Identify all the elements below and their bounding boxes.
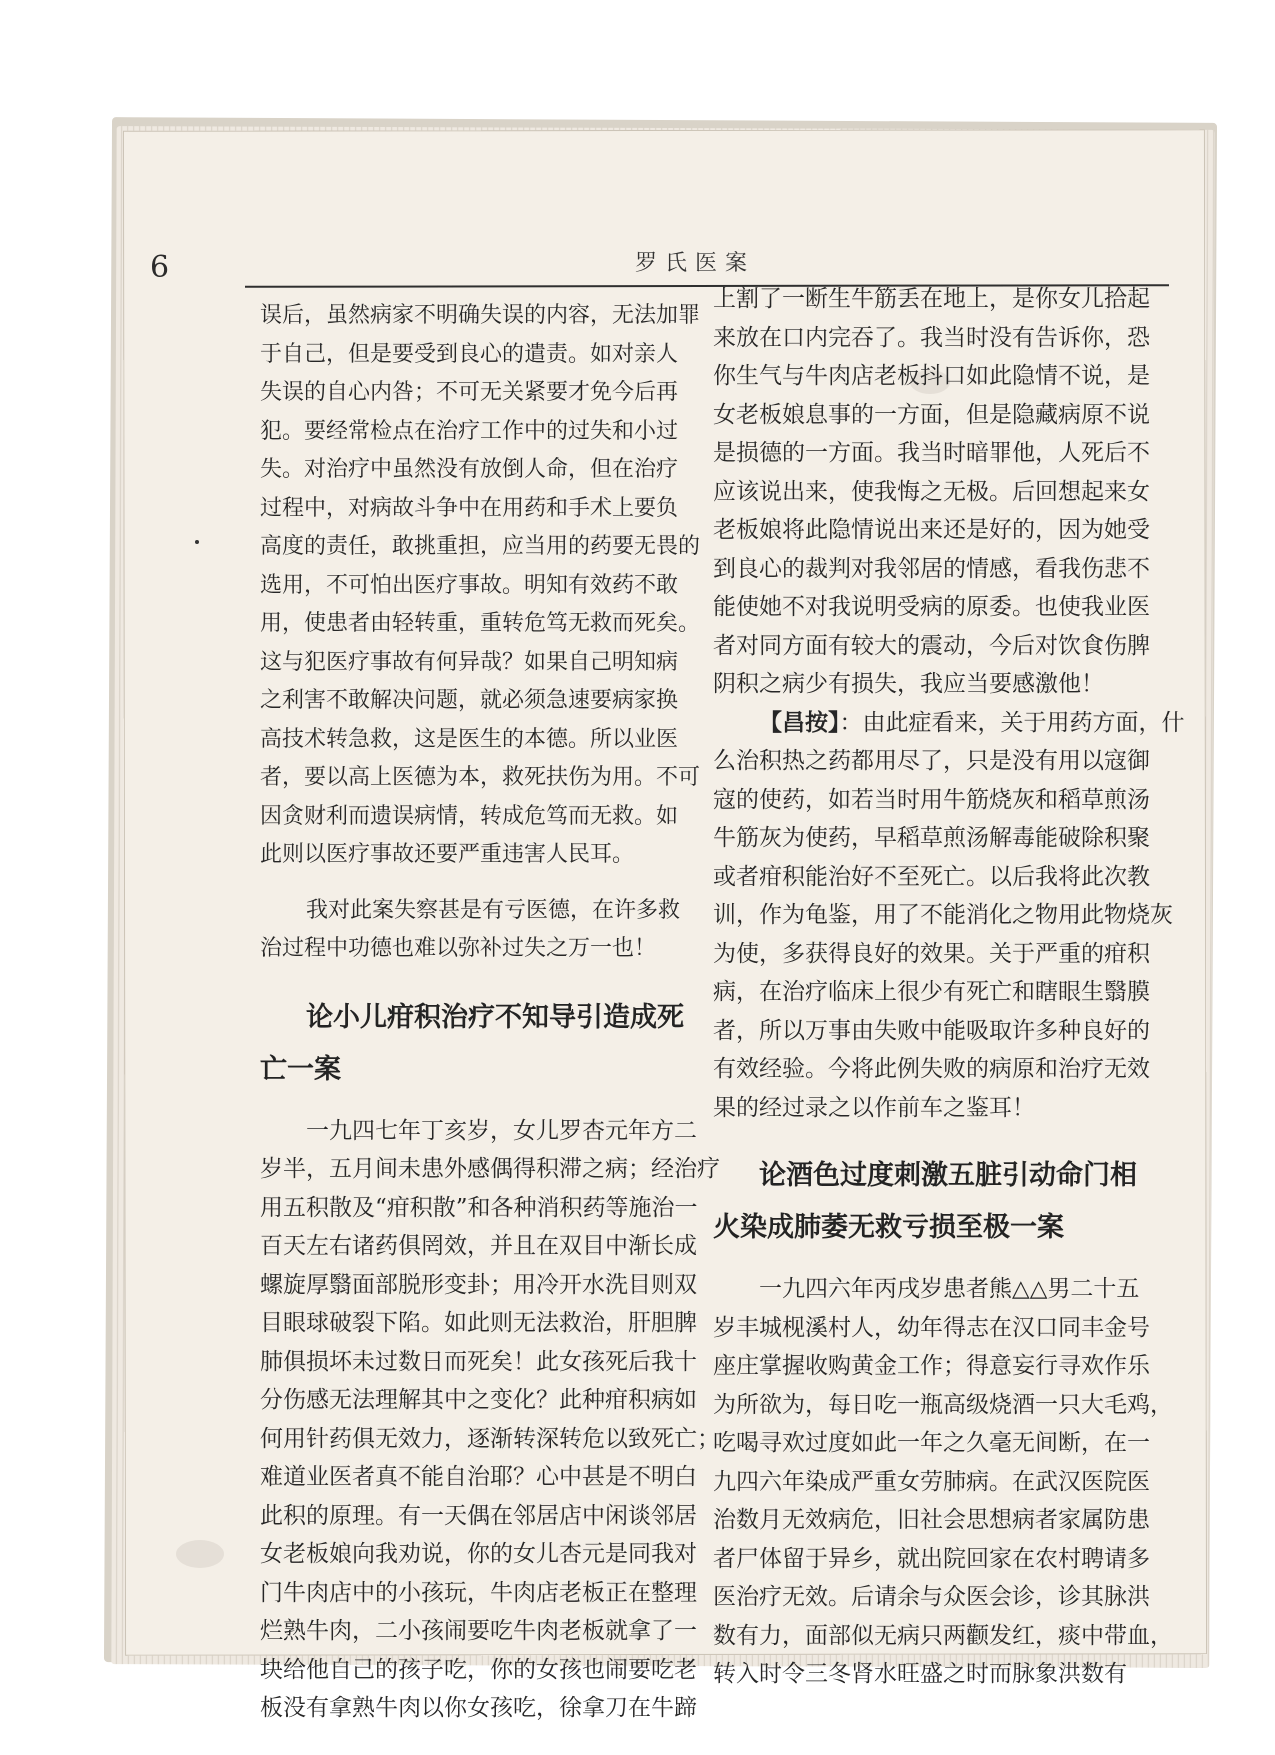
right-paragraph-2-line: 治数月无效病危，旧社会思想病者家属防患 [713, 1507, 1150, 1533]
margin-mark [195, 540, 199, 544]
page-number: 6 [150, 250, 170, 285]
left-paragraph-3-line: 用五积散及“疳积散”和各种消积药等施治一 [260, 1194, 698, 1221]
right-paragraph-1-line: 是损德的一方面。我当时暗罪他，人死后不 [713, 440, 1150, 466]
right-paragraph-2-line: 转入时令三冬肾水旺盛之时而脉象洪数有 [713, 1661, 1127, 1687]
left-paragraph-3-line: 肺俱损坏未过数日而死矣！此女孩死后我十 [260, 1348, 697, 1375]
right-paragraph-1-line: 到良心的裁判对我邻居的情感，看我伤悲不 [713, 555, 1150, 582]
left-paragraph-3-line: 岁半，五月间未患外感偶得积滞之病；经治疗 [260, 1156, 720, 1182]
left-paragraph-1-line: 选用，不可怕出医疗事故。明知有效药不敢 [260, 572, 679, 598]
note-line: 么治积热之药都用尽了，只是没有用以寇御 [713, 748, 1150, 774]
right-paragraph-2-line: 者尸体留于异乡，就出院回家在农村聘请多 [713, 1545, 1150, 1572]
left-paragraph-1-line: 失误的自心内咎；不可无关紧要才免今后再 [260, 380, 679, 405]
left-paragraph-3-line: 烂熟牛肉，二小孩闹要吃牛肉老板就拿了一 [260, 1618, 697, 1644]
left-paragraph-1-line: 高度的责任，敢挑重担，应当用的药要无畏的 [260, 534, 701, 559]
left-paragraph-2-line: 我对此案失察甚是有亏医德，在许多救 [306, 897, 681, 923]
note-line: 有效经验。今将此例失败的病原和治疗无效 [713, 1056, 1150, 1082]
left-paragraph-1-line: 犯。要经常检点在治疗工作中的过失和小过 [260, 418, 679, 444]
running-head: 罗氏医案 [634, 251, 755, 276]
section-heading: 论酒色过度刺激五脏引动命门相 [759, 1160, 1137, 1190]
section-heading: 亡一案 [260, 1053, 341, 1084]
left-paragraph-1-line: 此则以医疗事故还要严重违害人民耳。 [260, 842, 635, 867]
left-paragraph-3-line: 螺旋厚翳面部脱形变卦；用冷开水洗目则双 [260, 1271, 697, 1298]
note-label: 【昌按】 [759, 708, 840, 736]
left-paragraph-3-line: 何用针药俱无效力，逐渐转深转危以致死亡； [260, 1425, 720, 1452]
right-paragraph-1-line: 女老板娘息事的一方面，但是隐藏病原不说 [713, 401, 1150, 428]
right-paragraph-1-line: 者对同方面有较大的震动，今后对饮食伤脾 [713, 632, 1150, 659]
paragraph-spacer [260, 1095, 715, 1112]
right-paragraph-1-line: 来放在口内完吞了。我当时没有告诉你，恐 [713, 324, 1150, 351]
right-paragraph-2-line: 吃喝寻欢过度如此一年之久毫无间断，在一 [713, 1430, 1150, 1456]
left-paragraph-1-line: 因贪财利而遗误病情，转成危笃而无救。如 [260, 803, 679, 829]
left-paragraph-3-line: 百天左右诸药俱罔效，并且在双目中渐长成 [260, 1233, 697, 1259]
left-paragraph-3-line: 难道业医者真不能自治耶？心中甚是不明白 [260, 1464, 697, 1490]
left-paragraph-1-line: 过程中，对病故斗争中在用药和手术上要负 [260, 495, 679, 521]
heading-spacer [260, 969, 715, 991]
right-paragraph-1-line: 上割了一断生牛筋丢在地上，是你女儿拾起 [713, 286, 1150, 312]
left-paragraph-3-line: 门牛肉店中的小孩玩，牛肉店老板正在整理 [260, 1579, 697, 1606]
right-paragraph-2-line: 为所欲为，每日吃一瓶高级烧酒一只大毛鸡， [713, 1391, 1173, 1418]
right-paragraph-1-line: 你生气与牛肉店老板抖口如此隐情不说，是 [713, 363, 1150, 389]
note-line: 寇的使药，如若当时用牛筋烧灰和稻草煎汤 [713, 786, 1150, 813]
left-paragraph-1-line: 于自己，但是要受到良心的遣责。如对亲人 [260, 341, 679, 367]
paragraph-spacer [260, 875, 715, 892]
left-paragraph-3-line: 板没有拿熟牛肉以你女孩吃，徐拿刀在牛蹄 [260, 1695, 697, 1721]
note-text: ：由此症看来，关于用药方面，什 [839, 709, 1185, 736]
right-paragraph-1-line: 能使她不对我说明受病的原委。也使我业医 [713, 594, 1150, 620]
left-paragraph-3-line: 块给他自己的孩子吃，你的女孩也闹要吃老 [260, 1656, 697, 1683]
right-paragraph-2-line: 一九四六年丙戌岁患者熊△△男二十五 [759, 1276, 1140, 1302]
note-line: 训，作为龟鉴，用了不能消化之物用此物烧灰 [713, 902, 1173, 928]
right-paragraph-2-line: 数有力，面部似无病只两颧发红，痰中带血， [713, 1622, 1173, 1649]
right-paragraph-1-line: 应该说出来，使我悔之无极。后回想起来女 [713, 478, 1150, 505]
left-paragraph-1-line: 这与犯医疗事故有何异哉？如果自己明知病 [260, 649, 679, 675]
right-paragraph-1-line: 阴积之病少有损失，我应当要感激他！ [713, 671, 1104, 697]
right-paragraph-2-line: 医治疗无效。后请余与众医会诊，诊其脉洪 [713, 1584, 1150, 1610]
left-paragraph-2-line: 治过程中功德也难以弥补过失之万一也！ [260, 936, 657, 961]
left-paragraph-1-line: 者，要以高上医德为本，救死扶伤为用。不可 [260, 765, 701, 790]
paper-stain [176, 1540, 224, 1568]
left-paragraph-3-line: 此积的原理。有一天偶在邻居店中闲谈邻居 [260, 1502, 697, 1529]
paragraph-spacer [713, 1253, 1183, 1270]
right-paragraph-1-line: 老板娘将此隐情说出来还是好的，因为她受 [713, 517, 1150, 543]
left-paragraph-3-line: 一九四七年丁亥岁，女儿罗杏元年方二 [306, 1117, 697, 1144]
right-column [713, 280, 1183, 1694]
right-paragraph-2-line: 座庄掌握收购黄金工作；得意妄行寻欢作乐 [713, 1353, 1150, 1379]
section-heading: 论小儿疳积治疗不知导引造成死 [306, 1001, 684, 1032]
note-line: 果的经过录之以作前车之鉴耳！ [713, 1094, 1035, 1121]
left-paragraph-1-line: 失。对治疗中虽然没有放倒人命，但在治疗 [260, 457, 679, 482]
left-paragraph-1-line: 误后，虽然病家不明确失误的内容，无法加罪 [260, 303, 701, 328]
note-first-line [713, 704, 1183, 743]
right-paragraph-2-line: 九四六年染成严重女劳肺病。在武汉医院医 [713, 1468, 1150, 1495]
right-paragraph-2-line: 岁丰城枧溪村人，幼年得志在汉口同丰金号 [713, 1314, 1150, 1341]
heading-spacer [713, 1127, 1183, 1149]
left-paragraph-1-line: 高技术转急救，这是医生的本德。所以业医 [260, 726, 679, 752]
left-paragraph-1-line: 用，使患者由轻转重，重转危笃无救而死矣。 [260, 611, 701, 636]
left-paragraph-1-line: 之利害不敢解决问题，就必须急速要病家换 [260, 688, 679, 713]
note-line: 病，在治疗临床上很少有死亡和瞎眼生翳膜 [713, 979, 1150, 1005]
note-line: 者，所以万事由失败中能吸取许多种良好的 [713, 1017, 1150, 1044]
left-paragraph-3-line: 目眼球破裂下陷。如此则无法救治，肝胆脾 [260, 1310, 697, 1336]
note-line: 为使，多获得良好的效果。关于严重的疳积 [713, 940, 1150, 967]
note-line: 或者疳积能治好不至死亡。以后我将此次教 [713, 863, 1150, 890]
left-paragraph-3-line: 女老板娘向我劝说，你的女儿杏元是同我对 [260, 1541, 697, 1567]
note-line: 牛筋灰为使药，早稻草煎汤解毒能破除积聚 [713, 825, 1150, 851]
left-column [260, 297, 720, 1728]
section-heading: 火染成肺萎无救亏损至极一案 [713, 1212, 1064, 1242]
left-paragraph-3-line: 分伤感无法理解其中之变化？此种疳积病如 [260, 1387, 697, 1413]
